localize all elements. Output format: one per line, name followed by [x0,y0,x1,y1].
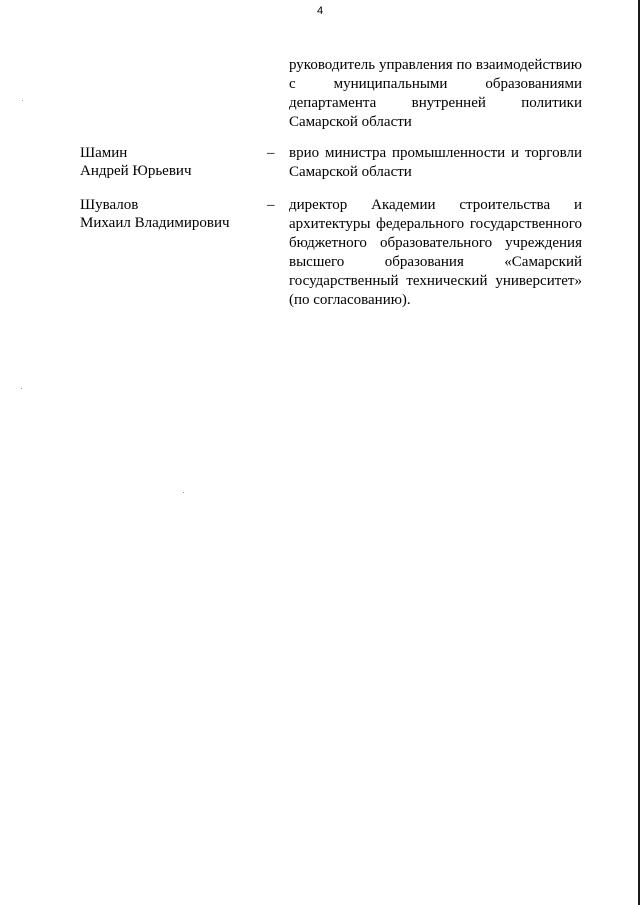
dash-separator: – [267,145,275,161]
last-name: Шамин [80,145,128,161]
scan-speck [22,100,23,101]
page-number: 4 [316,5,324,17]
position-text: директор Академии строительства и архитектуры федерального государственного бюджетного образовательного учреждения высшего образования «Самарский государственный технический университет» (по согласованию). [289,197,582,308]
scan-speck [183,492,184,493]
person-name [80,144,260,180]
scan-speck [21,388,22,389]
last-name: Шувалов [80,197,139,213]
first-name: Михаил Владимирович [80,215,230,231]
position-text: руководитель управления по взаимодействию с муниципальными образованиями департамента внутренней политики Самарской области [289,57,582,130]
first-name: Андрей Юрьевич [80,163,192,179]
person-name [80,196,260,232]
position-text: врио министра промышленности и торговли Самарской области [289,145,582,180]
dash-separator: – [267,197,275,213]
